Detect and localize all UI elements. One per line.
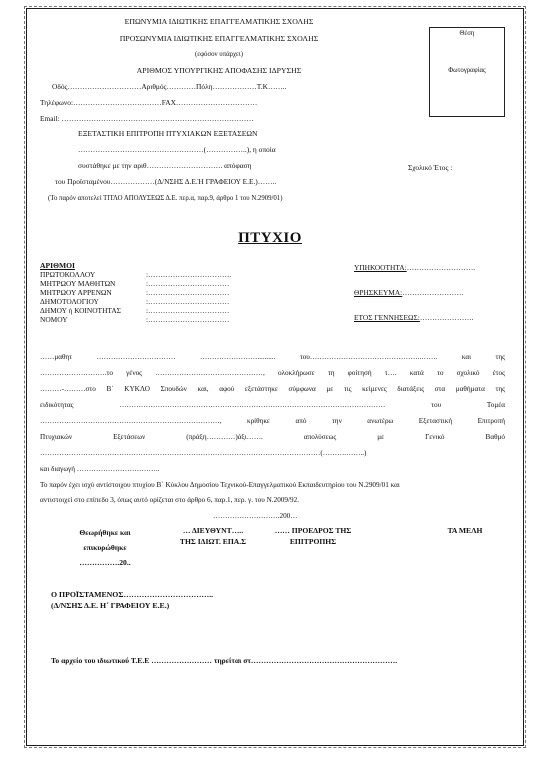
head-office-line-1: Ο ΠΡΟΪΣΤΑΜΕΝΟΣ…………………………….. bbox=[51, 590, 214, 599]
numbers-value: :…………………………… bbox=[146, 288, 230, 297]
committee-line-2: συστάθηκε με την αριθ…………………………. απόφαση bbox=[78, 161, 252, 170]
numbers-label: ΜΗΤΡΩΟΥ ΜΑΘΗΤΩΝ bbox=[40, 279, 116, 288]
numbers-label: ΜΗΤΡΩΟΥ ΑΡΡΕΝΩΝ bbox=[40, 288, 112, 297]
document-title: ΠΤΥΧΙΟ bbox=[238, 230, 302, 246]
religion-field bbox=[354, 288, 463, 297]
president-signature bbox=[268, 525, 358, 547]
religion-dots: ……………………. bbox=[402, 288, 464, 297]
email-line: Email: …………………………………………………………………… bbox=[40, 114, 254, 123]
numbers-value: :…………………………… bbox=[146, 279, 230, 288]
body-line-7: ………………………………………………………………………………………………………(……….……..) bbox=[40, 449, 367, 457]
head-office-line-2: (Δ/ΝΣΗΣ Δ.Ε. Η΄ ΓΡΑΦΕΙΟΥ Ε.Ε.) bbox=[51, 601, 170, 610]
birth-year-label: ΕΤΟΣ ΓΕΝΝΗΣΕΩΣ: bbox=[354, 313, 420, 322]
citizenship-label: ΥΠΗΚΟΟΤΗΤΑ: bbox=[354, 263, 407, 272]
director-signature bbox=[168, 525, 258, 547]
religion-label: ΘΡΗΣΚΕΥΜΑ: bbox=[354, 288, 403, 297]
president-line-2: ΕΠΙΤΡΟΠΗΣ bbox=[289, 537, 337, 546]
school-alt-name: ΠΡΟΣΩΝΥΜΙΑ ΙΔΙΩΤΙΚΗΣ ΕΠΑΓΓΕΛΜΑΤΙΚΗΣ ΣΧΟΛΗΣ bbox=[119, 34, 319, 43]
president-line-1: …… ΠΡΟΕΔΡΟΣ ΤΗΣ bbox=[274, 526, 352, 535]
checked-line-3: …………….20.. bbox=[79, 558, 131, 567]
photo-label-photo: Φωτογραφίας bbox=[448, 67, 486, 74]
school-year-label: Σχολικό Έτος : bbox=[408, 163, 453, 172]
photo-label-position: Θέση bbox=[459, 30, 475, 37]
checked-block bbox=[60, 527, 150, 568]
body-line-3: ………-………στο Β΄ ΚΥΚΛΟ Σπουδών και, αφού εξετάστηκε σύμφωνα με τις κείμενες διατάξεις στα μαθήματα της bbox=[40, 385, 505, 393]
body-line-8: και διαγωγή …………………………….. bbox=[40, 465, 160, 473]
body-line-5: …………………………………………………………………, κρίθηκε από την ανωτέρω Εξεταστική Επιτροπή bbox=[40, 417, 505, 425]
checked-line-1: Θεωρήθηκε και bbox=[79, 528, 131, 537]
issue-date: ……………………….200… bbox=[213, 512, 298, 520]
members-signature: ΤΑ ΜΕΛΗ bbox=[447, 526, 483, 535]
archive-line: Το αρχείο του ιδιωτικού Τ.Ε.Ε …………………… τηρείται στ…………………………………………………. bbox=[51, 656, 398, 665]
equivalence-line-1: Το παρόν έχει ισχύ αντίστοιχου πτυχίου Β΄ Κύκλου Δημοσίου Τεχνικού-Επαγγελματικού Εκπαιδευτηρίου του Ν.2909/01 και bbox=[40, 481, 400, 489]
decision-number: ΑΡΙΘΜΟΣ ΥΠΟΥΡΓΙΚΗΣ ΑΠΟΦΑΣΗΣ ΙΔΡΥΣΗΣ bbox=[136, 66, 302, 75]
citizenship-dots: ………………………. bbox=[406, 263, 476, 272]
body-line-6: Πτυχιακών Εξετάσεων (πράξη…………)άξι……. απολύσεως με Γενικό Βαθμό bbox=[40, 433, 505, 441]
numbers-heading: ΑΡΙΘΜΟΙ bbox=[40, 261, 76, 270]
address-line: Οδός…………………………Αριθμός…………Πόλη………………Τ.Κ…….. bbox=[52, 82, 287, 91]
numbers-label: ΔΗΜΟΤΟΛΟΓΙΟΥ bbox=[40, 297, 99, 306]
body-line-2: ……………………….το γένος ………………………………………, ολοκλήρωσε τη φοίτησή τ…. κατά το σχολικό έτος bbox=[40, 369, 505, 377]
numbers-label: ΝΟΜΟΥ bbox=[40, 315, 68, 324]
equivalence-line-2: αντιστοιχεί στο επίπεδο 3, όπως αυτό ορίζεται στο άρθρο 6, παρ.1, περ. γ. του Ν.2009/92. bbox=[40, 496, 299, 504]
committee-line-3: του Προϊσταμένου………………(Δ/ΝΣΗΣ Δ.Ε.Ή ΓΡΑΦΕΙΟΥ Ε.Ε.)…….. bbox=[55, 177, 277, 186]
committee-line-1: ……………………………………………(……………..), η οποία bbox=[78, 145, 276, 154]
title-note: (Το παρόν αποτελεί ΤΙΤΛΟ ΑΠΟΛΥΣΕΩΣ Δ.Ε. περ.α, παρ.9, άρθρο 1 του Ν.2909/01) bbox=[48, 195, 283, 202]
checked-line-2: επικυρώθηκε bbox=[83, 543, 127, 552]
numbers-value: :…………………………… bbox=[146, 306, 230, 315]
birth-year-dots: …………………. bbox=[419, 313, 474, 322]
numbers-label: ΔΗΜΟΥ ή ΚΟΙΝΟΤΗΤΑΣ bbox=[40, 306, 121, 315]
optional-note: (εφόσον υπάρχει) bbox=[195, 51, 243, 58]
photo-box bbox=[429, 27, 505, 117]
school-name: ΕΠΩΝΥΜΙΑ ΙΔΙΩΤΙΚΗΣ ΕΠΑΓΓΕΛΜΑΤΙΚΗΣ ΣΧΟΛΗΣ bbox=[124, 17, 314, 26]
phone-fax-line: Τηλέφωνο:………………………………FAX…………………………… bbox=[40, 98, 258, 107]
numbers-label: ΠΡΩΤΟΚΟΛΛΟΥ bbox=[40, 270, 96, 279]
numbers-value: :…………………………… bbox=[146, 297, 230, 306]
numbers-value: :……………………………. bbox=[146, 270, 232, 279]
numbers-value: :…………………………… bbox=[146, 315, 230, 324]
director-line-2: ΤΗΣ ΙΔΙΩΤ. ΕΠΑ.Σ bbox=[179, 537, 247, 546]
birth-year-field bbox=[354, 313, 473, 322]
body-line-1: ……μαθητ …………………………… …………………….......... του………………………………………..……. και της bbox=[40, 353, 505, 361]
citizenship-field bbox=[354, 263, 475, 272]
director-line-1: … ΔΙΕΥΘΥΝΤ….. bbox=[182, 526, 244, 535]
committee-title: ΕΞΕΤΑΣΤΙΚΗ ΕΠΙΤΡΟΠΗ ΠΤΥΧΙΑΚΩΝ ΕΞΕΤΑΣΕΩΝ bbox=[78, 129, 258, 138]
body-line-4: ειδικότητας ………………………………………………………………………………………………… του Τομέα bbox=[40, 401, 505, 409]
